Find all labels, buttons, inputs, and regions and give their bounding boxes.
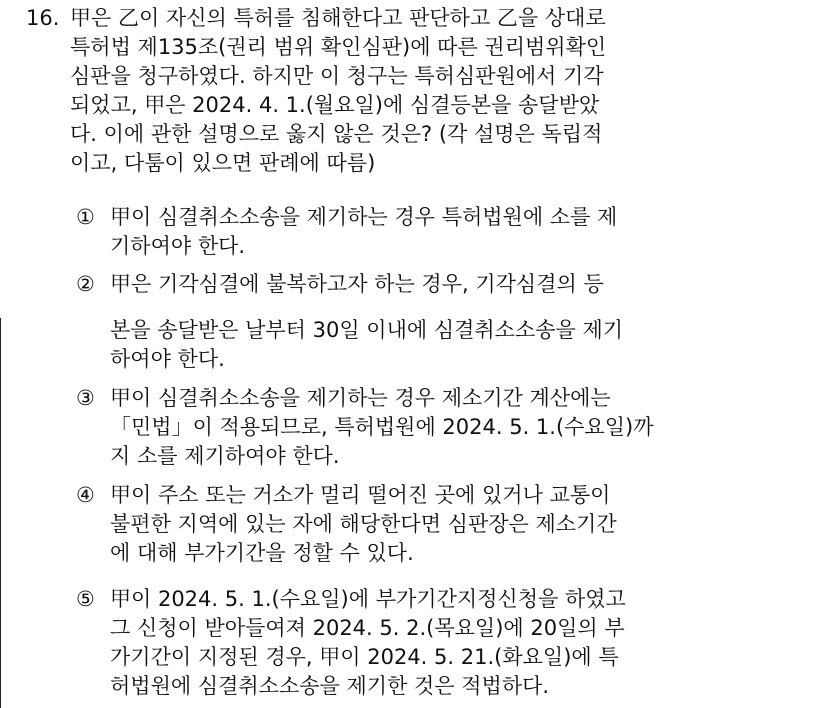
question-line [26,4,816,33]
option-text: 하여야 한다. [110,347,225,371]
option-marker: ② [76,272,95,296]
answer-option-2[interactable] [76,270,816,299]
option-marker: ⑤ [76,587,95,611]
option-text: 甲이 심결취소소송을 제기하는 경우 제소기간 계산에는 [110,386,611,410]
option-text: 기하여야 한다. [110,234,246,258]
left-margin-rule [0,318,1,708]
answer-option-5[interactable] [76,585,816,701]
question-line: 특허법 제135조(권리 범위 확인심판)에 따른 권리범위확인 [70,35,607,59]
question-line: 다. 이에 관한 설명으로 옳지 않은 것은? (각 설명은 독립적 [70,122,603,146]
option-marker: ① [76,205,95,229]
option-text: 지 소를 제기하여야 한다. [110,444,340,468]
question-stem [26,4,816,178]
option-text: 가기간이 지정된 경우, 甲이 2024. 5. 21.(화요일)에 특 [110,645,619,669]
question-text: 甲은 乙이 자신의 특허를 침해한다고 판단하고 乙을 상대로 [70,6,606,30]
answer-option-1[interactable] [76,203,816,261]
answer-option-3[interactable] [76,384,816,471]
option-marker: ③ [76,386,95,410]
answer-option-4[interactable] [76,481,816,568]
question-line: 이고, 다툼이 있으면 판례에 따름) [70,151,376,175]
option-text: 「민법」이 적용되므로, 특허법원에 2024. 5. 1.(수요일)까 [110,415,654,439]
option-text: 甲이 심결취소소송을 제기하는 경우 특허법원에 소를 제 [110,205,618,229]
question-line: 심판을 청구하였다. 하지만 이 청구는 특허심판원에서 기각 [70,64,604,88]
question-line: 되었고, 甲은 2024. 4. 1.(월요일)에 심결등본을 송달받았 [70,93,600,117]
option-text: 甲이 주소 또는 거소가 멀리 떨어진 곳에 있거나 교통이 [110,483,611,507]
question-number: 16. [26,6,60,30]
option-text: 본을 송달받은 날부터 30일 이내에 심결취소소송을 제기 [110,318,624,342]
option-text: 에 대해 부가기간을 정할 수 있다. [110,541,414,565]
answer-option-2-continued [76,316,816,374]
option-marker: ④ [76,483,95,507]
option-text: 그 신청이 받아들여져 2024. 5. 2.(목요일)에 20일의 부 [110,616,625,640]
option-text: 甲이 2024. 5. 1.(수요일)에 부가기간지정신청을 하였고 [110,587,626,611]
option-text: 불편한 지역에 있는 자에 해당한다면 심판장은 제소기간 [110,512,617,536]
option-text: 甲은 기각심결에 불복하고자 하는 경우, 기각심결의 등 [110,272,604,296]
option-text: 허법원에 심결취소소송을 제기한 것은 적법하다. [110,674,550,698]
